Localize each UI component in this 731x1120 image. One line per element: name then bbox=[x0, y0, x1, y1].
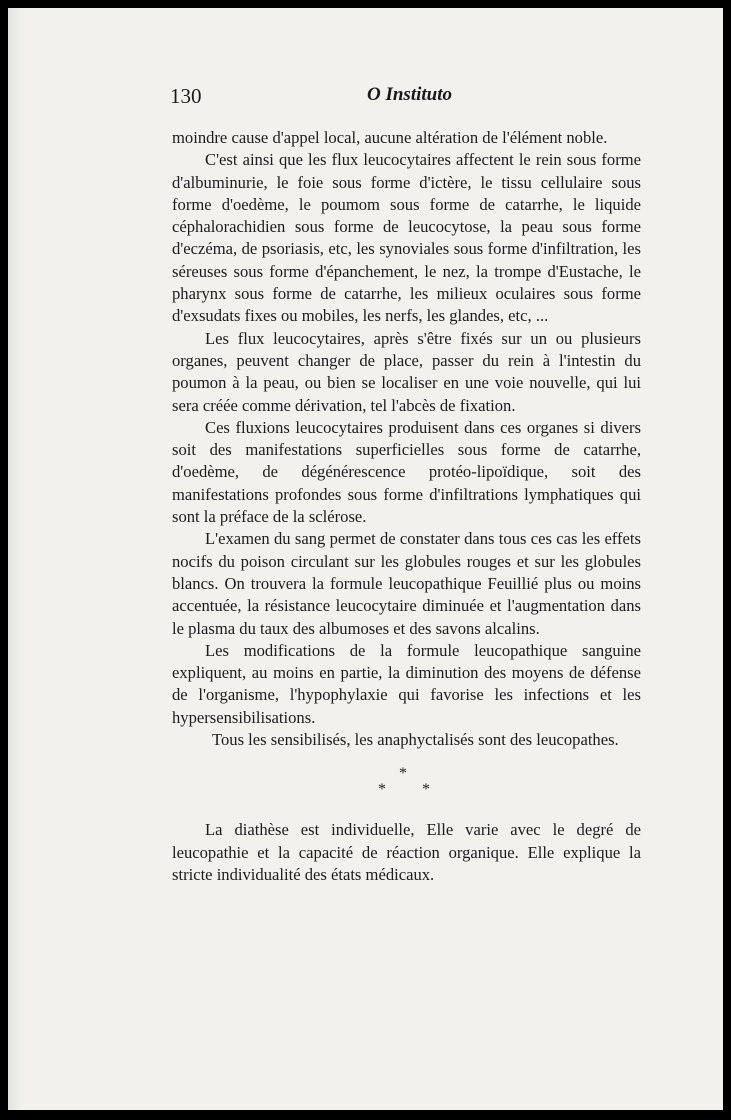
running-head: O Instituto bbox=[367, 84, 453, 105]
paragraph: Les flux leucocytaires, après s'être fixés sur un ou plusieurs organes, peuvent changer de place, passer du rein à l'intestin du poumon à la peau, ou bien se localiser en une voie nouvelle, qui lui sera créée comme dérivation, tel l'abcès de fixation. bbox=[172, 328, 641, 415]
paragraph-continuation: moindre cause d'appel local, aucune altération de l'élément noble. bbox=[172, 128, 608, 147]
book-page bbox=[8, 8, 723, 1110]
section-separator bbox=[172, 759, 641, 819]
separator-star: * bbox=[378, 781, 386, 799]
body-text bbox=[172, 127, 641, 886]
paragraph: Tous les sensibilisés, les anaphyctalisés sont des leucopathes. bbox=[212, 730, 619, 750]
paragraph: L'examen du sang permet de constater dans tous ces cas les effets nocifs du poison circulant sur les globules rouges et sur les globules blancs. On trouvera la formule leucopathique Feuillié plus ou moins accentuée, la résistance leucocytaire diminuée et l'augmentation dans le plasma du taux des albumoses et des savons alcalins. bbox=[172, 529, 641, 638]
page-number: 130 bbox=[170, 84, 202, 108]
closing-paragraph: La diathèse est individuelle, Elle varie avec le degré de leucopathie et la capacité de réaction organique. Elle explique la stricte individualité des états médicaux. bbox=[172, 820, 641, 884]
paragraph: Les modifications de la formule leucopathique sanguine expliquent, au moins en partie, la diminution des moyens de défense de l'organisme, l'hypophylaxie qui favorise les infections et les hypersensibilisations. bbox=[172, 640, 641, 727]
separator-star: * bbox=[399, 765, 407, 783]
paragraph: Ces fluxions leucocytaires produisent dans ces organes si divers soit des manifestations superficielles sous forme de catarrhe, d'oedème, de dégénérescence protéo-lipoïdique, soit des manifestations profondes sous forme d'infiltrations lymphatiques qui sont la préface de la sclérose. bbox=[172, 417, 641, 527]
page-header bbox=[170, 84, 650, 116]
paragraph: C'est ainsi que les flux leucocytaires affectent le rein sous forme d'albuminurie, le foie sous forme d'ictère, le tissu cellulaire sous forme d'oedème, le poumom sous forme de catarrhe, le liquide céphalorachidien sous forme de leucocytose, la peau sous forme d'eczéma, de psoriasis, etc, les synoviales sous forme d'infiltration, les séreuses sous forme d'épanchement, le nez, la trompe d'Eustache, le pharynx sous forme de catarrhe, les milieux oculaires sous forme d'exsudats fixes ou mobiles, les nerfs, les glandes, etc, ... bbox=[172, 150, 641, 326]
binding-shadow bbox=[8, 8, 22, 1110]
separator-star: * bbox=[422, 781, 430, 799]
